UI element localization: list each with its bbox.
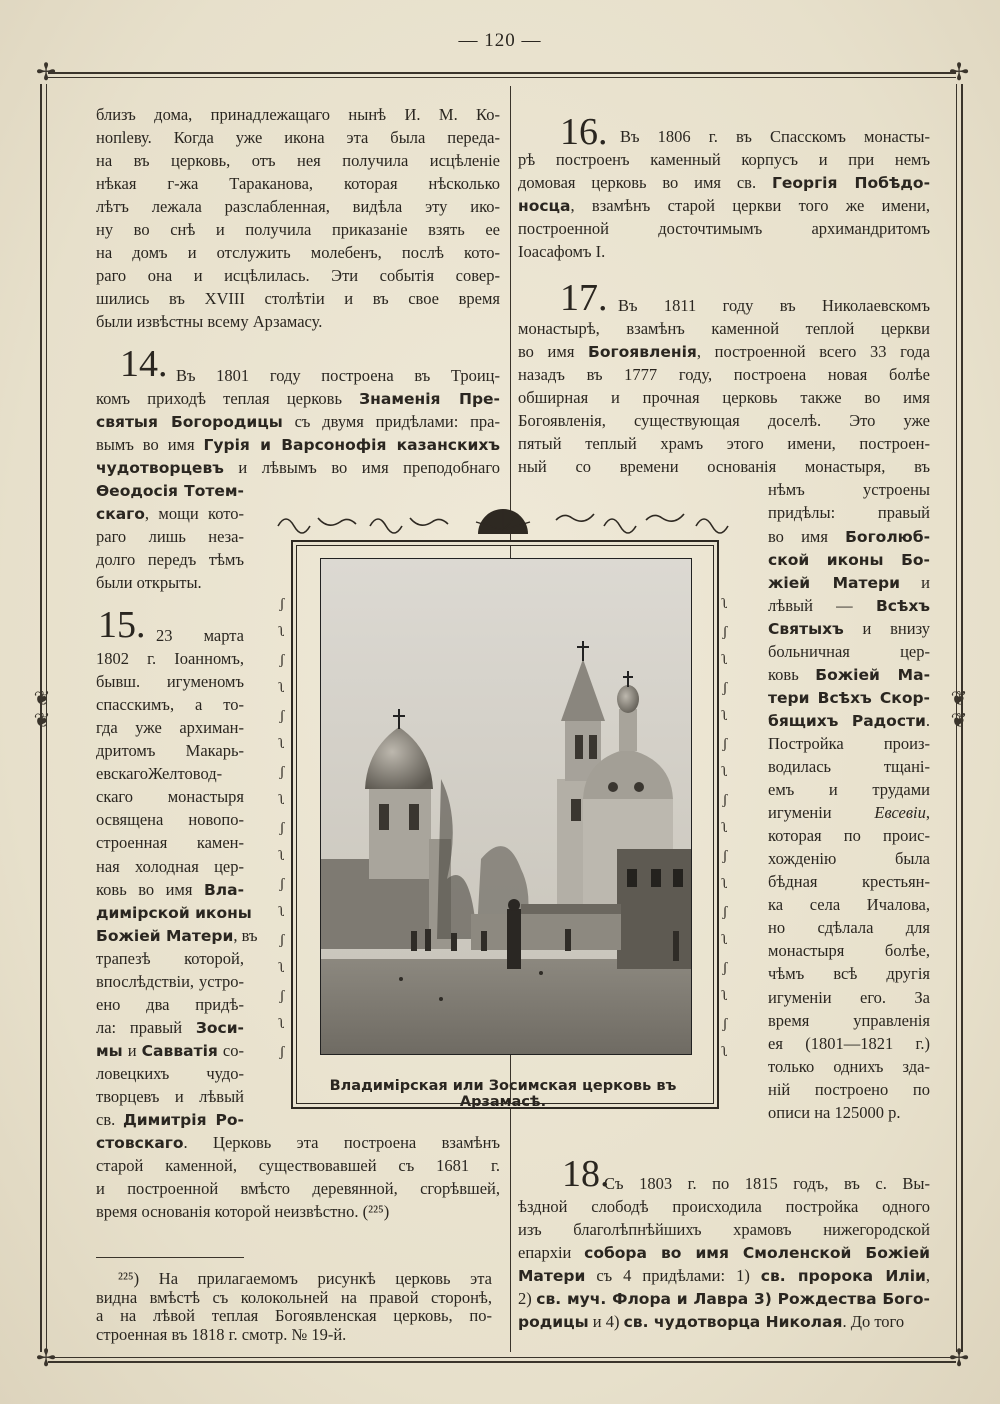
text-line: [768, 479, 930, 501]
text-line: [618, 295, 930, 317]
column-divider: [510, 1146, 511, 1352]
text-run: ковь: [768, 664, 816, 684]
bold-text-run: Матери: [518, 1267, 586, 1286]
text-line: [96, 856, 244, 878]
bold-text-run: тери Всѣхъ Скор-: [768, 688, 930, 707]
text-line: [768, 894, 930, 916]
section-number-18: 18.: [562, 1153, 610, 1195]
bold-text-run: родицы: [518, 1313, 589, 1332]
text-run: во имя: [518, 342, 589, 362]
bold-text-run: Всѣхъ: [875, 596, 930, 615]
text-run: , мощи кото-: [144, 504, 244, 524]
text-run: , въ: [233, 925, 258, 945]
text-line: [96, 1178, 500, 1200]
text-run: .: [925, 710, 930, 730]
text-run: съ 4 придѣлами: 1): [585, 1266, 761, 1286]
text-run: во имя: [768, 526, 846, 546]
bold-text-run: собора во имя Смоленской Божіей: [584, 1244, 930, 1263]
text-run: строенная камен-: [96, 833, 244, 853]
text-run: Постройка произ-: [768, 733, 930, 753]
bold-text-run: стовскаго: [96, 1134, 184, 1153]
text-line: [96, 1063, 244, 1085]
text-run: время управленія: [768, 1010, 930, 1030]
text-line: [96, 879, 244, 901]
text-run: назадъ въ 1777 году, построена новая болѣе: [518, 365, 930, 385]
text-run: Іоасафомъ I.: [518, 242, 606, 262]
text-run: хожденію была: [768, 849, 930, 869]
text-run: Съ 1803 г. по 1815 годъ, въ с. Вы-: [604, 1174, 930, 1193]
text-run: трапезѣ которой,: [96, 948, 244, 968]
text-run: ѣздной слободѣ происходила постройка одного: [518, 1197, 930, 1217]
text-run: но сдѣлала для: [768, 918, 930, 938]
text-line: [518, 1311, 930, 1333]
text-line: [518, 149, 930, 171]
bold-text-run: Божіей Матери: [96, 926, 234, 945]
text-run: ея (1801—1821 г.): [768, 1033, 930, 1053]
text-line: [518, 364, 930, 386]
bold-text-run: Гурія и Варсонофія казанскихъ: [203, 436, 501, 455]
bold-text-run: Зоси-: [195, 1018, 244, 1037]
text-line: [518, 1288, 930, 1310]
text-run: . Церковь эта построена взамѣнъ: [183, 1133, 500, 1153]
text-run: и: [122, 1040, 142, 1060]
bold-text-run: Димитрія Ро-: [122, 1111, 244, 1130]
text-run: ная холодная цер-: [96, 856, 244, 876]
text-line: раго она и исцѣлилась. Эти событія совер-: [96, 266, 500, 286]
text-line: [768, 664, 930, 686]
text-line: ²²⁵) На прилагаемомъ рисункѣ церковь эта: [118, 1269, 492, 1288]
text-line: [96, 994, 244, 1016]
text-run: , построенной всего 33 года: [696, 342, 930, 362]
text-line: [96, 902, 252, 924]
text-run: св.: [96, 1110, 123, 1130]
text-run: Богоявленія, существующая доселѣ. Это уже: [518, 411, 930, 431]
bold-text-run: св. муч. Флора и Лавра 3) Рождества Бого-: [536, 1290, 930, 1309]
text-line: [518, 1242, 930, 1264]
text-line: [96, 786, 244, 808]
bold-text-run: св. пророка Иліи: [760, 1267, 926, 1286]
text-run: впослѣдствіи, устро-: [96, 971, 244, 991]
text-run: придѣлы: правый: [768, 503, 930, 523]
text-line: [768, 1102, 930, 1124]
text-line: [518, 195, 930, 217]
text-line: нопleву. Когда уже икона эта была переда-: [96, 128, 500, 148]
text-run: чѣмъ всѣ другія: [768, 964, 930, 984]
text-run: обширная и прочная церковь также во имя: [518, 388, 930, 408]
text-run: только однихъ зда-: [768, 1056, 930, 1076]
text-run: ка села Ичалова,: [768, 895, 930, 915]
text-line: [768, 987, 930, 1009]
text-line: [176, 365, 500, 387]
illustration-right-ornament: ʅ ʃ ʅ ʃ ʅ ʃ ʅ ʃ ʅ ʃ ʅ ʃ ʅ ʃ ʅ ʃ ʅ: [721, 596, 729, 1060]
text-run: съ двумя придѣлами: пра-: [282, 412, 501, 432]
side-ornament-icon: ❦ ❦: [33, 688, 51, 732]
text-line: [156, 625, 244, 647]
text-line: строенная въ 1818 г. смотр. № 19-й.: [96, 1324, 347, 1344]
text-line: [768, 1079, 930, 1101]
bold-text-run: скаго: [96, 505, 145, 524]
text-run: больничная цер-: [768, 641, 930, 661]
bold-text-run: Боголюб-: [845, 527, 930, 546]
text-run: ній построено по: [768, 1079, 930, 1099]
text-run: лѣвый —: [768, 595, 876, 615]
text-line: [96, 572, 244, 594]
text-line: [620, 126, 930, 148]
text-line: [96, 763, 244, 785]
text-line: [96, 1109, 244, 1131]
bold-text-run: чудотворцевъ: [96, 459, 224, 478]
text-line: [518, 456, 930, 478]
frame-top-rule: [48, 72, 956, 78]
text-line: [768, 618, 930, 640]
text-run: гда уже архиман-: [96, 718, 244, 738]
bold-text-run: Георгія Побѣдо-: [771, 174, 931, 193]
section-number-17: 17.: [560, 277, 608, 319]
bold-text-run: Богоявленія: [588, 343, 697, 362]
text-line: а на лѣвой теплая Богоявленская церковь, по-: [96, 1306, 492, 1325]
text-run: водилась тщані-: [768, 757, 930, 776]
text-line: [96, 1155, 500, 1177]
bold-text-run: бящихъ Радости: [768, 711, 926, 730]
text-run: 2): [518, 1289, 537, 1309]
text-line: на домъ и отслужить молебенъ, послѣ кото-: [96, 243, 500, 263]
text-line: [768, 917, 930, 939]
text-line: [768, 963, 930, 985]
text-run: 23 марта: [156, 626, 244, 645]
bold-text-run: Святыхъ: [768, 619, 844, 638]
text-line: ну во снѣ и получила приказаніе взять ее: [96, 220, 500, 240]
text-line: [96, 549, 244, 571]
text-run: ено два придѣ-: [96, 994, 244, 1014]
text-line: [768, 549, 930, 571]
bold-text-run: мы: [96, 1041, 123, 1060]
text-line: [96, 411, 500, 433]
text-run: старой каменной, существовавшей съ 1681 г.: [96, 1156, 500, 1176]
text-run: монастырѣ, взамѣнъ каменной теплой церкви: [518, 319, 930, 339]
text-run: рѣ построенъ каменный корпусъ и при немъ: [518, 150, 930, 170]
bold-text-run: Ѳеодосія Тотем-: [96, 482, 244, 501]
text-line: [96, 809, 244, 831]
text-line: [768, 871, 930, 893]
text-line: [768, 687, 930, 709]
side-ornament-icon: ❦ ❦: [950, 688, 968, 732]
text-line: видна вмѣстѣ съ колокольней на правой сторонѣ,: [96, 1287, 492, 1307]
text-line: [768, 940, 930, 962]
text-run: скаго монастыря: [96, 787, 244, 807]
text-run: ловецкихъ чудо-: [96, 1063, 244, 1083]
text-run: ковь во имя: [96, 879, 204, 899]
text-run: изъ благолѣпнѣйшихъ храмовъ нижегородской: [518, 1220, 930, 1240]
text-run: описи на 125000 р.: [768, 1102, 901, 1122]
text-line: [96, 503, 244, 525]
text-line: [518, 318, 930, 340]
bold-text-run: жіей Матери: [768, 573, 900, 592]
section-number-16: 16.: [560, 111, 608, 153]
text-run: Въ 1811 году въ Николаевскомъ: [618, 296, 930, 315]
text-run: . До того: [842, 1312, 905, 1332]
text-run: освящена новопо-: [96, 810, 244, 830]
text-line: [768, 779, 930, 801]
text-line: близъ дома, принадлежащаго нынѣ И. М. Ко-: [96, 105, 500, 124]
text-line: [768, 526, 930, 548]
text-line: [96, 526, 244, 548]
corner-ornament-icon: ✢: [948, 1346, 970, 1372]
text-line: шились въ XVIII столѣтіи и въ свое время: [96, 289, 500, 309]
frame-bottom-rule: [48, 1357, 956, 1363]
text-line: [96, 648, 244, 670]
illustration-caption: Владимірская или Зосимская церковь въ Арзамасѣ.: [329, 1078, 677, 1110]
text-line: нѣкая г-жа Тараканова, которая нѣсколько: [96, 174, 500, 194]
text-run: игуменіи: [768, 803, 875, 823]
text-run: построенной досточтимымъ архимандритомъ: [518, 219, 930, 239]
text-run: комъ приходѣ теплая церковь: [96, 389, 360, 409]
bold-text-run: Савватія: [141, 1041, 218, 1060]
text-run: и 4): [588, 1312, 624, 1332]
text-run: Въ 1806 г. въ Спасскомъ монасты-: [620, 127, 930, 146]
text-run: творцевъ и лѣвый: [96, 1087, 244, 1106]
text-run: раго лишь неза-: [96, 527, 244, 547]
text-run: были открыты.: [96, 573, 202, 593]
text-run: которая по проис-: [768, 826, 930, 846]
text-run: епархіи: [518, 1243, 585, 1263]
bold-text-run: носца: [518, 197, 571, 216]
text-run: емъ и трудами: [768, 780, 930, 800]
text-line: были извѣстны всему Арзамасу.: [96, 312, 323, 332]
text-line: [96, 717, 244, 739]
corner-ornament-icon: ✢: [35, 1346, 57, 1372]
text-line: [518, 387, 930, 409]
text-line: [96, 1017, 244, 1039]
text-line: на въ церковь, отъ нея получила исцѣленіе: [96, 151, 500, 171]
text-line: [518, 1265, 930, 1287]
text-line: [96, 1132, 500, 1154]
text-line: [768, 641, 930, 663]
text-line: лѣтъ лежала разслабленная, видѣла эту ико-: [96, 197, 500, 217]
text-run: 1802 г. Іоанномъ,: [96, 649, 244, 669]
text-line: [768, 756, 930, 778]
text-line: [96, 388, 500, 410]
text-line: [768, 572, 930, 594]
text-run: и построенной вмѣсто деревянной, сгорѣвшей,: [96, 1179, 500, 1199]
text-line: [96, 1201, 500, 1223]
text-line: [518, 241, 930, 263]
text-line: [768, 848, 930, 870]
text-line: [96, 832, 244, 854]
text-run: бѣдная крестьян-: [768, 872, 930, 892]
bold-text-run: Божіей Ма-: [815, 665, 930, 684]
text-line: [518, 1219, 930, 1241]
text-run: домовая церковь во имя св.: [518, 173, 772, 193]
bold-text-run: Знаменія Пре-: [359, 390, 500, 409]
text-line: [604, 1173, 930, 1195]
text-run: время основанія которой неизвѣстно. (²²⁵): [96, 1202, 390, 1222]
text-line: [768, 1010, 930, 1032]
text-line: [96, 1040, 244, 1062]
text-run: долго передъ тѣмъ: [96, 550, 244, 570]
corner-ornament-icon: ✢: [948, 60, 970, 86]
text-run: и внизу: [843, 618, 930, 638]
text-run: и: [899, 572, 930, 592]
section-number-14: 14.: [120, 343, 168, 385]
text-line: [96, 694, 244, 716]
text-line: [768, 502, 930, 524]
text-run: ,: [925, 1266, 930, 1286]
text-line: [768, 1033, 930, 1055]
text-run: спасскимъ, а то-: [96, 695, 244, 715]
bold-text-run: ской иконы Бо-: [768, 550, 930, 569]
text-line: [768, 595, 930, 617]
bold-text-run: димірской иконы: [96, 903, 252, 922]
text-run: игуменіи его. За: [768, 987, 930, 1007]
section-number-15: 15.: [98, 604, 146, 646]
text-run: пятый теплый храмъ этого имени, построен-: [518, 434, 930, 454]
text-run: и лѣвымъ во имя преподобнаго: [223, 458, 500, 478]
italic-text-run: Евсевіи: [874, 803, 926, 823]
text-run: монастыря болѣе,: [768, 941, 930, 961]
text-line: [768, 802, 930, 824]
church-photograph: [320, 558, 692, 1055]
text-run: со-: [217, 1040, 244, 1060]
text-line: [96, 671, 244, 693]
illustration-left-ornament: ʃ ʅ ʃ ʅ ʃ ʅ ʃ ʅ ʃ ʅ ʃ ʅ ʃ ʅ ʃ ʅ ʃ: [278, 596, 286, 1060]
bold-text-run: св. чудотворца Николая: [623, 1313, 843, 1332]
text-line: [768, 1056, 930, 1078]
text-run: , взамѣнъ старой церкви того же имени,: [570, 196, 930, 216]
text-run: вымъ во имя: [96, 435, 204, 455]
text-line: [518, 218, 930, 240]
text-line: [768, 710, 930, 732]
text-run: ,: [925, 803, 930, 823]
text-line: [96, 971, 244, 993]
bold-text-run: Вла-: [203, 880, 244, 899]
footnote-rule: [96, 1257, 244, 1258]
text-line: [518, 172, 930, 194]
text-line: [96, 925, 258, 947]
text-run: ла: правый: [96, 1017, 196, 1037]
illustration-top-ornament: [270, 508, 736, 536]
text-line: [518, 433, 930, 455]
text-line: [768, 825, 930, 847]
text-line: [96, 740, 244, 762]
text-run: Въ 1801 году построена въ Троиц-: [176, 366, 500, 385]
text-line: [96, 1086, 244, 1108]
text-line: [518, 341, 930, 363]
text-run: дритомъ Макарь-: [96, 741, 244, 761]
text-line: [518, 410, 930, 432]
text-line: [96, 434, 500, 456]
text-run: евскагоЖелтовод-: [96, 764, 223, 784]
bold-text-run: святыя Богородицы: [96, 413, 283, 432]
text-line: [96, 948, 244, 970]
text-line: [96, 480, 244, 502]
text-run: ный со времени основанія монастыря, въ: [518, 457, 930, 477]
page-number: — 120 —: [458, 30, 542, 51]
text-line: [96, 457, 500, 479]
corner-ornament-icon: ✢: [35, 60, 57, 86]
text-run: бывш. игуменомъ: [96, 672, 244, 692]
text-line: [518, 1196, 930, 1218]
text-run: нѣмъ устроены: [768, 480, 930, 500]
text-line: [768, 733, 930, 755]
